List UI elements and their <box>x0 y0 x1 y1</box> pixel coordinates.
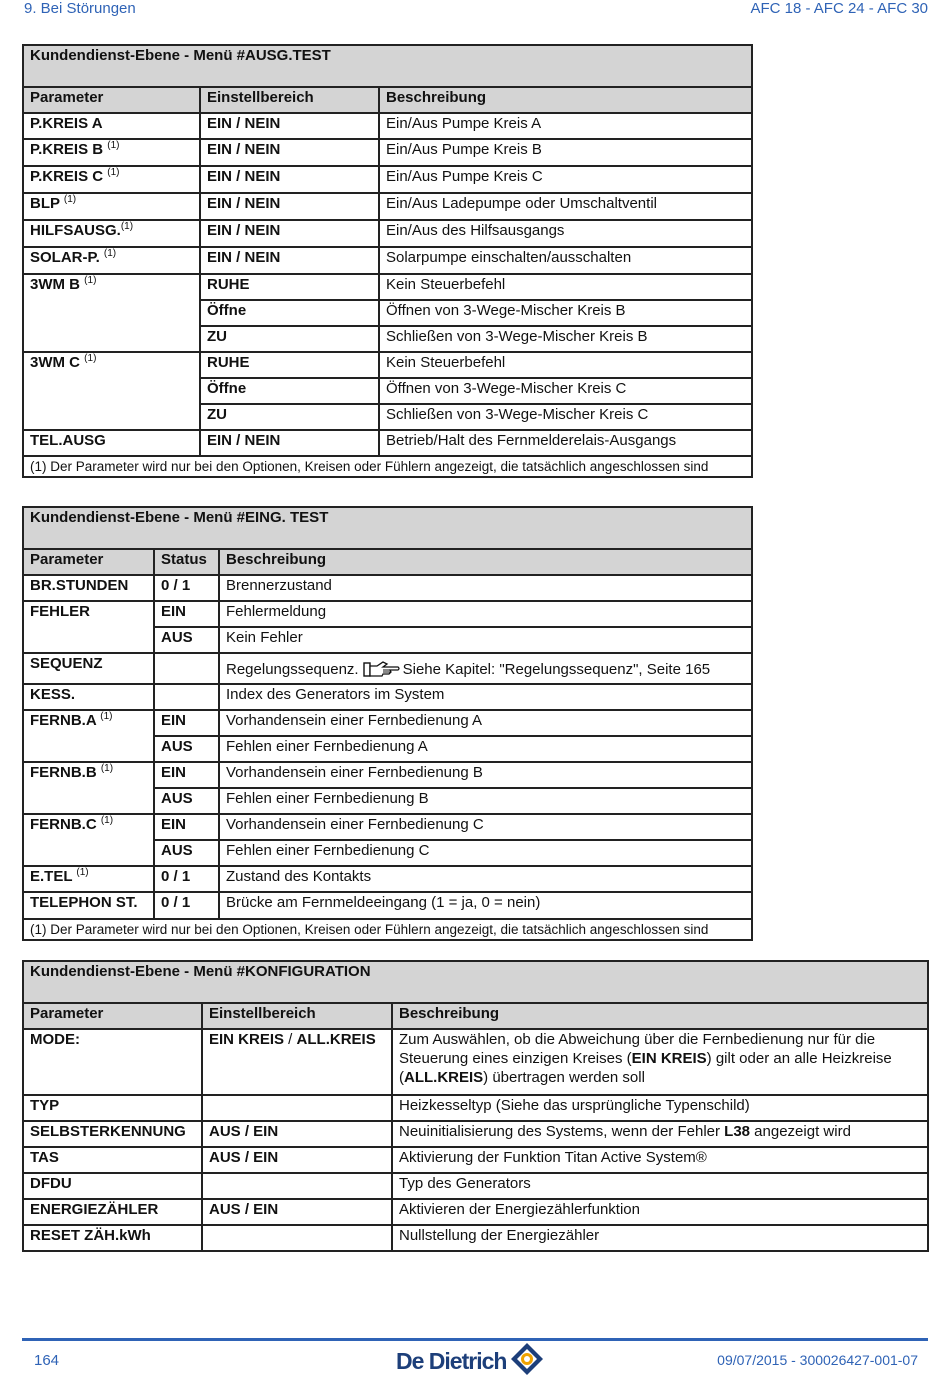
desc-cell: Fehlen einer Fernbedienung B <box>219 788 752 814</box>
col-header-status: Status <box>154 549 219 575</box>
footnote-marker: (1) <box>107 167 120 178</box>
table-row <box>23 1121 928 1147</box>
desc-cell: Solarpumpe einschalten/ausschalten <box>379 247 752 274</box>
table-row <box>23 113 752 139</box>
table-row <box>23 1029 928 1095</box>
range-cell: RUHE <box>200 352 379 378</box>
table-row <box>23 220 752 247</box>
col-header-description: Beschreibung <box>219 549 752 575</box>
col-header-description: Beschreibung <box>392 1003 928 1029</box>
footnote-marker: (1) <box>63 194 77 205</box>
status-cell: 0 / 1 <box>154 866 219 892</box>
param-cell: TAS <box>23 1147 202 1173</box>
range-cell: EIN / NEIN <box>200 166 379 193</box>
brand-name: De Dietrich <box>396 1347 507 1374</box>
table-row <box>23 247 752 274</box>
col-header-parameter: Parameter <box>23 549 154 575</box>
desc-cell: Öffnen von 3-Wege-Mischer Kreis C <box>379 378 752 404</box>
param-cell: SELBSTERKENNUNG <box>23 1121 202 1147</box>
desc-cell: Aktivierung der Funktion Titan Active System® <box>392 1147 928 1173</box>
col-header-range: Einstellbereich <box>200 87 379 113</box>
param-cell: DFDU <box>23 1173 202 1199</box>
desc-cell: Heizkesseltyp (Siehe das ursprüngliche Typenschild) <box>392 1095 928 1121</box>
status-cell <box>154 653 219 684</box>
document-reference: 09/07/2015 - 300026427-001-07 <box>717 1352 918 1368</box>
status-cell: AUS <box>154 736 219 762</box>
table-row <box>23 430 752 456</box>
range-cell: EIN / NEIN <box>200 430 379 456</box>
param-cell: BR.STUNDEN <box>23 575 154 601</box>
desc-cell: Ein/Aus Pumpe Kreis A <box>379 113 752 139</box>
desc-cell: Regelungssequenz. Siehe Kapitel: "Regelungssequenz", Seite 165 <box>219 653 752 684</box>
col-header-range: Einstellbereich <box>202 1003 392 1029</box>
range-cell: ZU <box>200 326 379 352</box>
range-cell: EIN / NEIN <box>200 193 379 220</box>
table-row <box>23 601 752 627</box>
status-cell: AUS <box>154 788 219 814</box>
param-cell: P.KREIS C $^{(1)}$ <box>23 166 200 193</box>
table-row <box>23 274 752 300</box>
desc-cell: Ein/Aus des Hilfsausgangs <box>379 220 752 247</box>
param-cell: FERNB.A $^{(1)}$ <box>23 710 154 762</box>
range-cell: RUHE <box>200 274 379 300</box>
param-cell: TEL.AUSG <box>23 430 200 456</box>
model-heading: AFC 18 - AFC 24 - AFC 30 <box>750 0 928 17</box>
param-cell: SOLAR-P. $^{(1)}$ <box>23 247 200 274</box>
table-row <box>23 166 752 193</box>
table-row <box>23 762 752 788</box>
footnote-marker: (1) <box>84 275 97 286</box>
param-cell: 3WM C $^{(1)}$ <box>23 352 200 430</box>
status-cell: EIN <box>154 814 219 840</box>
table-row <box>23 575 752 601</box>
param-cell: HILFSAUSG.$^{(1)}$ <box>23 220 200 247</box>
status-cell: 0 / 1 <box>154 892 219 919</box>
status-cell: AUS <box>154 840 219 866</box>
footnote-marker: (1) <box>103 248 117 259</box>
desc-cell: Nullstellung der Energiezähler <box>392 1225 928 1251</box>
desc-cell: Fehlermeldung <box>219 601 752 627</box>
table-row <box>23 866 752 892</box>
footnote-marker: (1) <box>107 140 120 151</box>
table-row <box>23 352 752 378</box>
desc-cell: Kein Steuerbefehl <box>379 274 752 300</box>
status-cell <box>154 684 219 710</box>
status-cell: EIN <box>154 762 219 788</box>
col-header-parameter: Parameter <box>23 1003 202 1029</box>
desc-cell: Kein Fehler <box>219 627 752 653</box>
table-title: Kundendienst-Ebene - Menü #KONFIGURATION <box>23 961 928 1003</box>
table-row <box>23 1095 928 1121</box>
param-cell: 3WM B $^{(1)}$ <box>23 274 200 352</box>
range-cell <box>202 1225 392 1251</box>
desc-cell: Ein/Aus Pumpe Kreis B <box>379 139 752 166</box>
param-cell: BLP $^{(1)}$ <box>23 193 200 220</box>
col-header-parameter: Parameter <box>23 87 200 113</box>
table-row <box>23 1199 928 1225</box>
desc-cell: Ein/Aus Ladepumpe oder Umschaltventil <box>379 193 752 220</box>
param-cell: P.KREIS A <box>23 113 200 139</box>
table-title: Kundendienst-Ebene - Menü #EING. TEST <box>23 507 752 549</box>
desc-cell: Typ des Generators <box>392 1173 928 1199</box>
range-cell: Öffne <box>200 378 379 404</box>
range-cell: EIN / NEIN <box>200 220 379 247</box>
table-ausg-test <box>22 44 753 478</box>
desc-cell: Fehlen einer Fernbedienung A <box>219 736 752 762</box>
page-number: 164 <box>34 1352 60 1369</box>
diamond-logo-icon <box>510 1342 544 1381</box>
desc-cell: Öffnen von 3-Wege-Mischer Kreis B <box>379 300 752 326</box>
table-row <box>23 814 752 840</box>
desc-cell: Kein Steuerbefehl <box>379 352 752 378</box>
desc-cell: Aktivieren der Energiezählerfunktion <box>392 1199 928 1225</box>
status-cell: EIN <box>154 601 219 627</box>
desc-cell: Vorhandensein einer Fernbedienung B <box>219 762 752 788</box>
table-row <box>23 1225 928 1251</box>
footnote-marker: (1) <box>84 353 97 364</box>
desc-cell: Betrieb/Halt des Fernmelderelais-Ausgangs <box>379 430 752 456</box>
status-cell: AUS <box>154 627 219 653</box>
desc-cell: Index des Generators im System <box>219 684 752 710</box>
range-cell: AUS / EIN <box>202 1199 392 1225</box>
footnote-marker: (1) <box>100 711 113 722</box>
section-heading: 9. Bei Störungen <box>24 0 136 17</box>
table-row <box>23 710 752 736</box>
param-cell: MODE: <box>23 1029 202 1095</box>
range-cell: Öffne <box>200 300 379 326</box>
footnote-marker: (1) <box>100 815 114 826</box>
range-cell <box>202 1173 392 1199</box>
status-cell: 0 / 1 <box>154 575 219 601</box>
table-row <box>23 139 752 166</box>
param-cell: FEHLER <box>23 601 154 653</box>
footnote-marker: (1) <box>120 221 134 232</box>
param-cell: TYP <box>23 1095 202 1121</box>
table-row <box>23 684 752 710</box>
desc-cell: Fehlen einer Fernbedienung C <box>219 840 752 866</box>
range-cell: ZU <box>200 404 379 430</box>
range-cell: AUS / EIN <box>202 1121 392 1147</box>
desc-cell: Schließen von 3-Wege-Mischer Kreis B <box>379 326 752 352</box>
param-cell: KESS. <box>23 684 154 710</box>
range-cell <box>202 1095 392 1121</box>
param-cell: E.TEL $^{(1)}$ <box>23 866 154 892</box>
table-title: Kundendienst-Ebene - Menü #AUSG.TEST <box>23 45 752 87</box>
table-row <box>23 193 752 220</box>
param-cell: TELEPHON ST. <box>23 892 154 919</box>
param-cell: RESET ZÄH.kWh <box>23 1225 202 1251</box>
footnote-marker: (1) <box>76 867 89 878</box>
desc-cell: Neuinitialisierung des Systems, wenn der Fehler L38 angezeigt wird <box>392 1121 928 1147</box>
status-cell: EIN <box>154 710 219 736</box>
desc-cell: Vorhandensein einer Fernbedienung A <box>219 710 752 736</box>
range-cell: EIN / NEIN <box>200 139 379 166</box>
col-header-description: Beschreibung <box>379 87 752 113</box>
range-cell: EIN / NEIN <box>200 247 379 274</box>
table-row <box>23 892 752 919</box>
param-cell: ENERGIEZÄHLER <box>23 1199 202 1225</box>
footer-divider <box>22 1338 928 1341</box>
table-row <box>23 1173 928 1199</box>
param-cell: FERNB.C $^{(1)}$ <box>23 814 154 866</box>
param-cell: FERNB.B $^{(1)}$ <box>23 762 154 814</box>
desc-cell: Vorhandensein einer Fernbedienung C <box>219 814 752 840</box>
table-eing-test <box>22 506 753 941</box>
desc-cell: Schließen von 3-Wege-Mischer Kreis C <box>379 404 752 430</box>
table-row <box>23 653 752 684</box>
desc-cell: Brücke am Fernmeldeeingang (1 = ja, 0 = nein) <box>219 892 752 919</box>
footnote-marker: (1) <box>100 763 114 774</box>
range-cell: EIN KREIS / ALL.KREIS <box>202 1029 392 1095</box>
param-cell: P.KREIS B $^{(1)}$ <box>23 139 200 166</box>
desc-cell: Zum Auswählen, ob die Abweichung über die Fernbedienung nur für die Steuerung eines einzigen Kreises (EIN KREIS) gilt oder an alle Heizkreise (ALL.KREIS) übertragen werden soll <box>392 1029 928 1095</box>
footnote: (1) Der Parameter wird nur bei den Optionen, Kreisen oder Fühlern angezeigt, die tatsächlich angeschlossen sind <box>23 919 752 940</box>
table-row <box>23 1147 928 1173</box>
range-cell: AUS / EIN <box>202 1147 392 1173</box>
desc-cell: Zustand des Kontakts <box>219 866 752 892</box>
param-cell: SEQUENZ <box>23 653 154 684</box>
range-cell: EIN / NEIN <box>200 113 379 139</box>
desc-cell: Ein/Aus Pumpe Kreis C <box>379 166 752 193</box>
desc-cell: Brennerzustand <box>219 575 752 601</box>
brand-logo <box>396 1343 544 1379</box>
footnote: (1) Der Parameter wird nur bei den Optionen, Kreisen oder Fühlern angezeigt, die tatsächlich angeschlossen sind <box>23 456 752 477</box>
table-konfiguration <box>22 960 929 1252</box>
pointing-hand-icon <box>363 660 401 683</box>
